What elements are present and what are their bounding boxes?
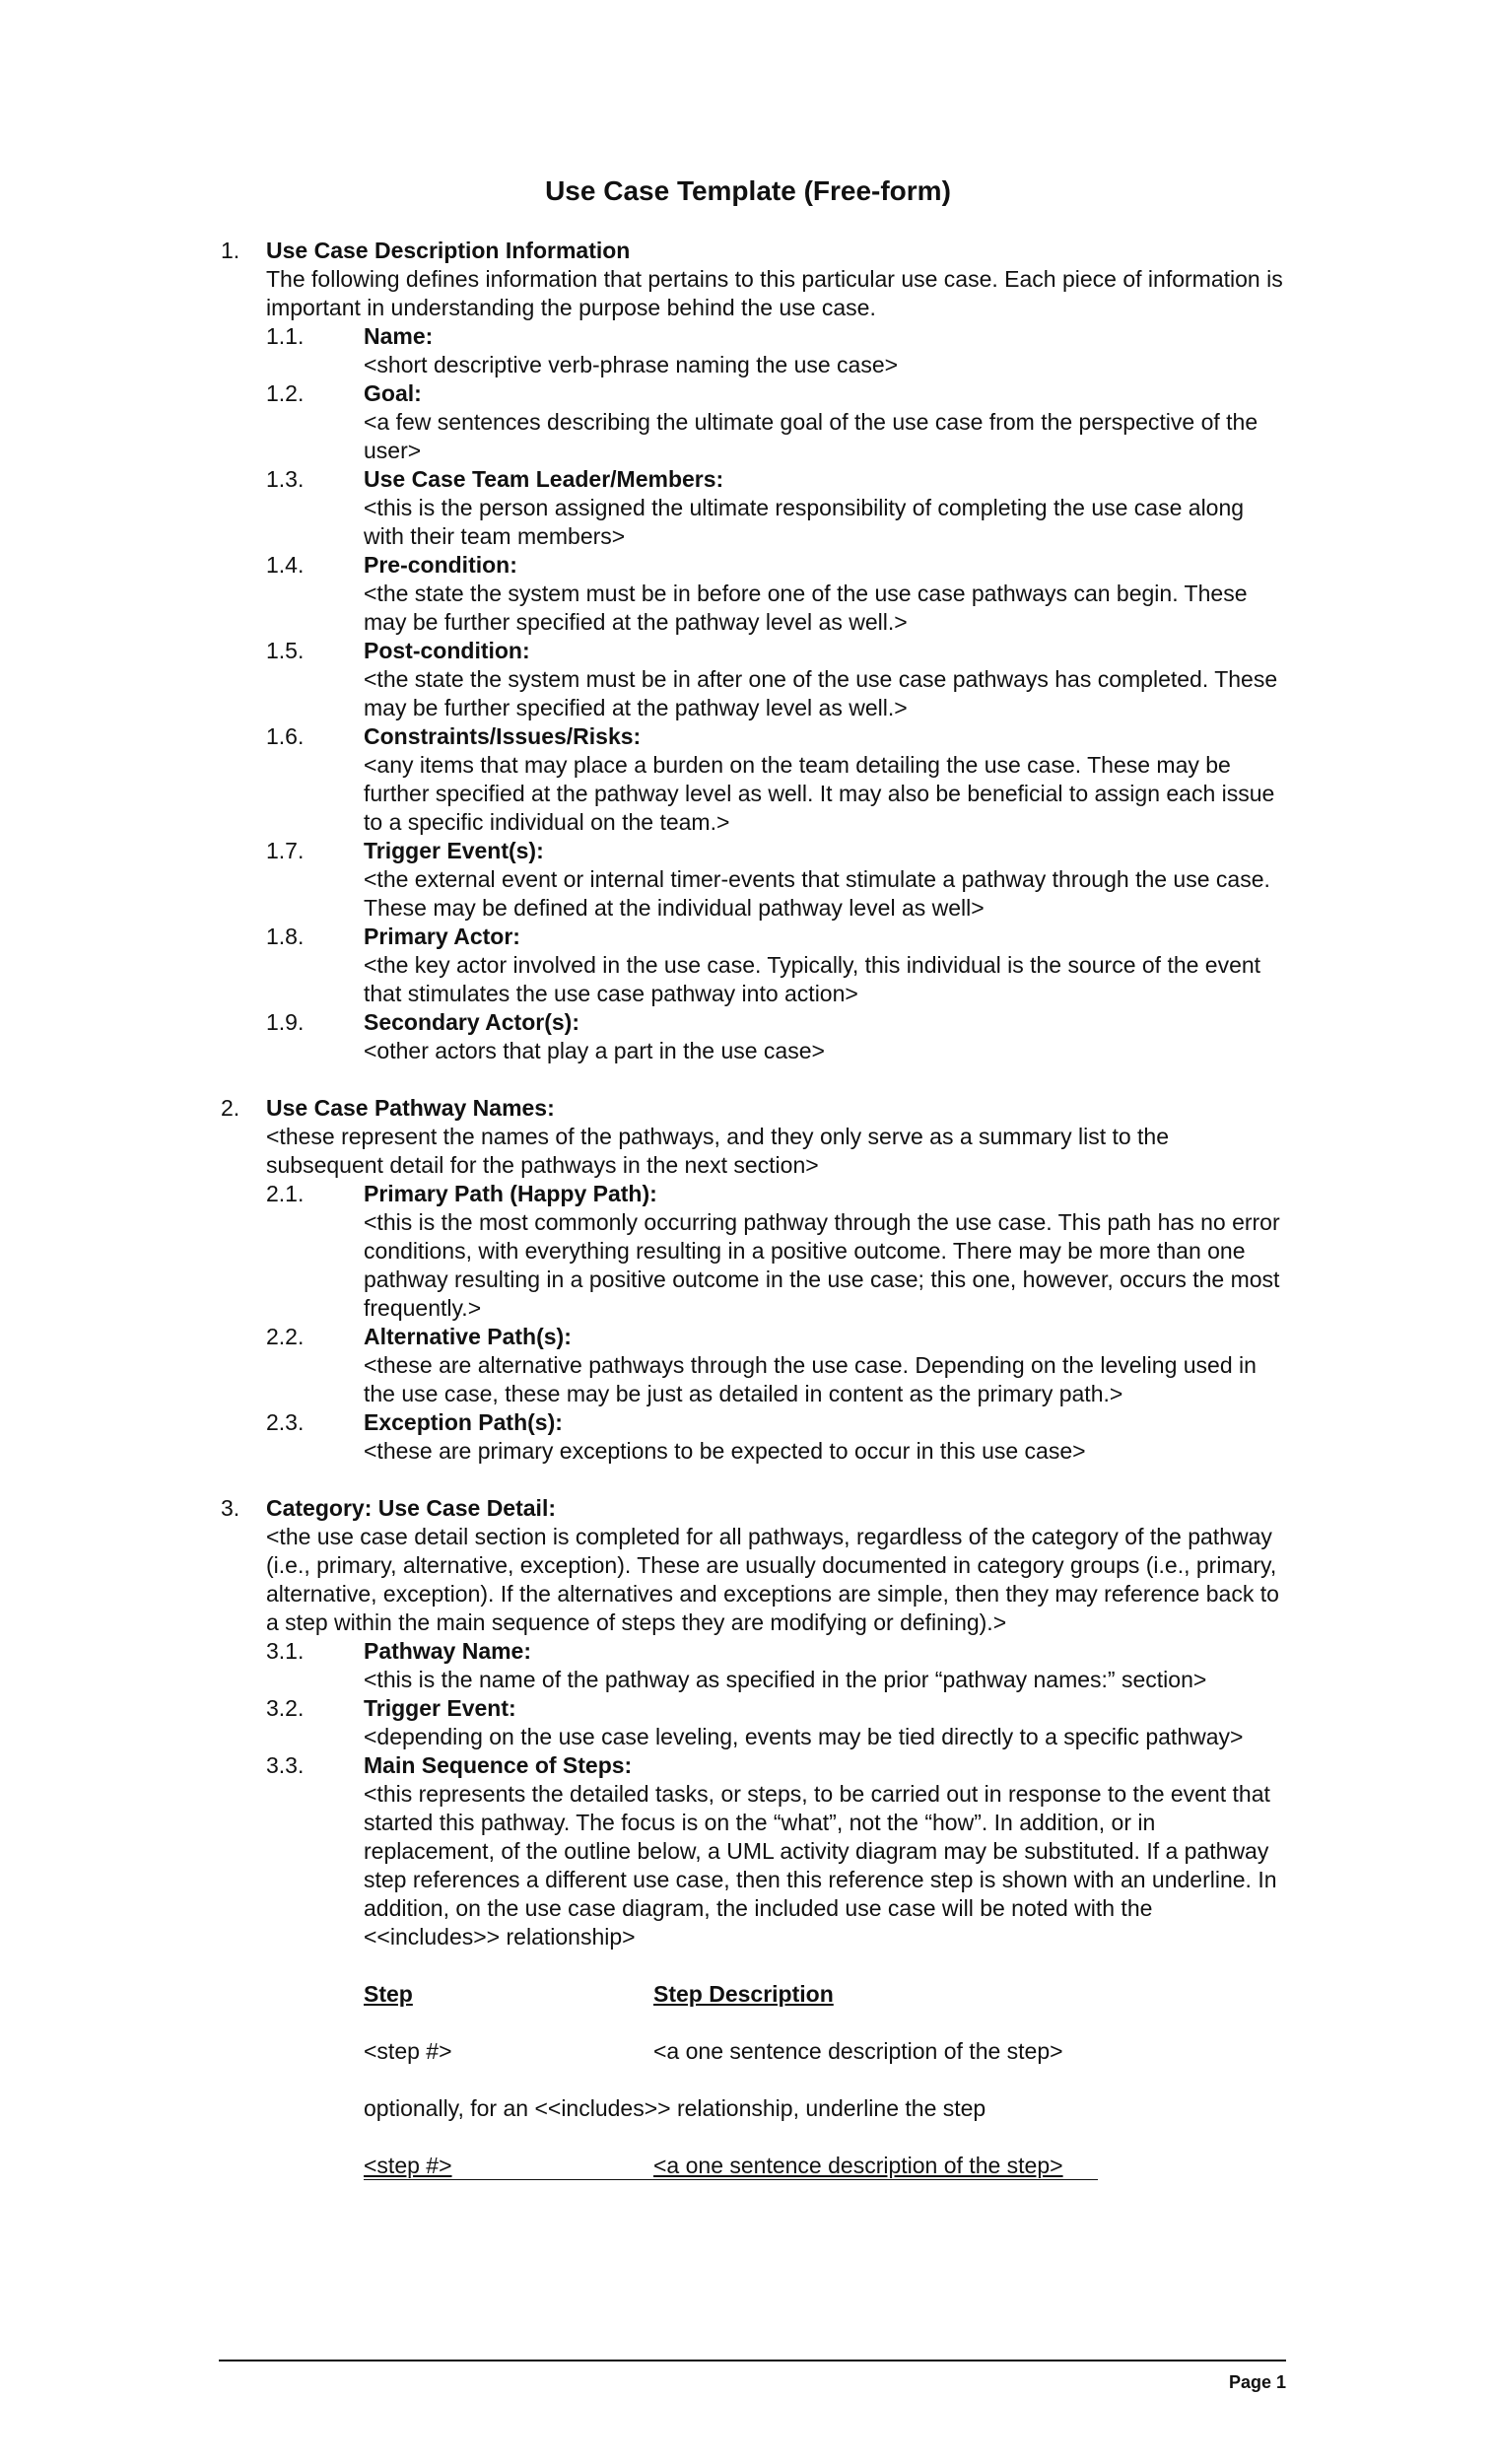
section-number: 2. bbox=[221, 1095, 240, 1121]
subsection-number: 1.2. bbox=[266, 380, 305, 406]
subsection-name bbox=[221, 322, 1285, 379]
section-3 bbox=[221, 1494, 1285, 2180]
step-row-underlined bbox=[364, 2152, 1285, 2180]
step-description: <a one sentence description of the step> bbox=[653, 2038, 1063, 2064]
subsection-number: 1.5. bbox=[266, 638, 305, 663]
subsection-number: 1.1. bbox=[266, 323, 305, 349]
subsection-title: Secondary Actor(s): bbox=[364, 1009, 579, 1035]
subsection-text: <this represents the detailed tasks, or steps, to be carried out in response to the event that started this pathway. The focus is on the “what”, not the “how”. In addition, or in replacement, of the outline below, a UML activity diagram may be substituted. If a pathway step references a different use case, then this reference step is shown with an underline. In addition, on the use case diagram, the included use case will be noted with the <<includes>> relationship> bbox=[364, 1781, 1277, 1950]
subsection-title: Use Case Team Leader/Members: bbox=[364, 466, 724, 492]
subsection-number: 1.4. bbox=[266, 552, 305, 578]
subsection-pathway-name bbox=[221, 1637, 1285, 1694]
subsection-trigger-events bbox=[221, 837, 1285, 923]
section-intro: <the use case detail section is completed for all pathways, regardless of the category of the pathway (i.e., primary, alternative, exception). These are usually documented in category groups (i.e., primary, alternative, exception). If the alternatives and exceptions are simple, then they may reference back to a step within the main sequence of steps they are modifying or defining).> bbox=[266, 1524, 1279, 1635]
subsection-text: <the external event or internal timer-events that stimulate a pathway through the use case. These may be defined at the individual pathway level as well> bbox=[364, 866, 1270, 921]
subsection-number: 2.1. bbox=[266, 1181, 305, 1206]
subsection-title: Primary Path (Happy Path): bbox=[364, 1181, 657, 1206]
subsection-postcondition bbox=[221, 637, 1285, 722]
subsection-title: Post-condition: bbox=[364, 638, 530, 663]
subsection-text: <a few sentences describing the ultimate goal of the use case from the perspective of the user> bbox=[364, 409, 1258, 463]
subsection-number: 1.7. bbox=[266, 838, 305, 863]
step-column-header: Step bbox=[364, 1981, 413, 2007]
subsection-primary-path bbox=[221, 1180, 1285, 1323]
section-title: Use Case Pathway Names: bbox=[266, 1095, 555, 1121]
subsection-number: 1.9. bbox=[266, 1009, 305, 1035]
subsection-text: <other actors that play a part in the use case> bbox=[364, 1038, 825, 1063]
subsection-title: Pre-condition: bbox=[364, 552, 517, 578]
step-number: <step #> bbox=[364, 2038, 452, 2064]
section-number: 3. bbox=[221, 1495, 240, 1521]
subsection-primary-actor bbox=[221, 923, 1285, 1008]
subsection-number: 3.1. bbox=[266, 1638, 305, 1664]
page-number: Page 1 bbox=[1228, 2372, 1286, 2392]
subsection-text: <these are primary exceptions to be expected to occur in this use case> bbox=[364, 1438, 1086, 1464]
subsection-number: 3.3. bbox=[266, 1752, 305, 1778]
subsection-title: Alternative Path(s): bbox=[364, 1324, 572, 1349]
step-underline bbox=[364, 2179, 1098, 2180]
subsection-text: <the key actor involved in the use case. Typically, this individual is the source of the event that stimulates the use case pathway into action> bbox=[364, 952, 1261, 1006]
subsection-alternative-paths bbox=[221, 1323, 1285, 1408]
subsection-text: <this is the most commonly occurring pathway through the use case. This path has no error conditions, with everything resulting in a positive outcome. There may be more than one pathway resulting in a positive outcome in the use case; this one, however, occurs the most frequently.> bbox=[364, 1209, 1280, 1321]
steps-table bbox=[221, 1980, 1285, 2180]
section-1 bbox=[221, 237, 1285, 1065]
subsection-text: <the state the system must be in after one of the use case pathways has completed. These may be further specified at the pathway level as well.> bbox=[364, 666, 1278, 720]
subsection-text: <this is the name of the pathway as specified in the prior “pathway names:” section> bbox=[364, 1667, 1207, 1692]
subsection-text: <depending on the use case leveling, events may be tied directly to a specific pathway> bbox=[364, 1724, 1244, 1749]
subsection-title: Goal: bbox=[364, 380, 422, 406]
subsection-title: Trigger Event: bbox=[364, 1695, 516, 1721]
subsection-secondary-actors bbox=[221, 1008, 1285, 1065]
subsection-exception-paths bbox=[221, 1408, 1285, 1466]
subsection-title: Exception Path(s): bbox=[364, 1409, 563, 1435]
subsection-number: 1.8. bbox=[266, 924, 305, 949]
subsection-trigger-event bbox=[221, 1694, 1285, 1751]
subsection-number: 2.2. bbox=[266, 1324, 305, 1349]
section-title: Use Case Description Information bbox=[266, 238, 631, 263]
step-number: <step #> bbox=[364, 2153, 452, 2178]
subsection-text: <short descriptive verb-phrase naming the use case> bbox=[364, 352, 899, 377]
step-row bbox=[364, 2037, 1285, 2066]
footer-rule bbox=[219, 2360, 1286, 2361]
section-intro: <these represent the names of the pathways, and they only serve as a summary list to the subsequent detail for the pathways in the next section> bbox=[266, 1124, 1170, 1178]
includes-note bbox=[364, 2094, 1285, 2123]
section-number: 1. bbox=[221, 238, 240, 263]
steps-header-row bbox=[364, 1980, 1285, 2009]
subsection-main-sequence bbox=[221, 1751, 1285, 1951]
subsection-number: 2.3. bbox=[266, 1409, 305, 1435]
subsection-precondition bbox=[221, 551, 1285, 637]
subsection-text: <any items that may place a burden on the team detailing the use case. These may be further specified at the pathway level as well. It may also be beneficial to assign each issue to a specific individual on the team.> bbox=[364, 752, 1275, 835]
step-description-column-header: Step Description bbox=[653, 1981, 834, 2007]
subsection-goal bbox=[221, 379, 1285, 465]
subsection-text: <these are alternative pathways through the use case. Depending on the leveling used in the use case, these may be just as detailed in content as the primary path.> bbox=[364, 1352, 1257, 1406]
subsection-number: 1.3. bbox=[266, 466, 305, 492]
subsection-title: Constraints/Issues/Risks: bbox=[364, 723, 642, 749]
subsection-title: Pathway Name: bbox=[364, 1638, 532, 1664]
document-body bbox=[221, 237, 1285, 2209]
step-description: <a one sentence description of the step> bbox=[653, 2153, 1063, 2178]
subsection-number: 1.6. bbox=[266, 723, 305, 749]
section-title: Category: Use Case Detail: bbox=[266, 1495, 556, 1521]
subsection-title: Name: bbox=[364, 323, 434, 349]
subsection-title: Primary Actor: bbox=[364, 924, 520, 949]
section-intro: The following defines information that pertains to this particular use case. Each piece of information is important in understanding the purpose behind the use case. bbox=[266, 266, 1283, 320]
subsection-text: <the state the system must be in before one of the use case pathways can begin. These may be further specified at the pathway level as well.> bbox=[364, 581, 1248, 635]
page-title: Use Case Template (Free-form) bbox=[545, 175, 951, 206]
subsection-number: 3.2. bbox=[266, 1695, 305, 1721]
subsection-team bbox=[221, 465, 1285, 551]
subsection-text: <this is the person assigned the ultimate responsibility of completing the use case along with their team members> bbox=[364, 495, 1245, 549]
subsection-title: Trigger Event(s): bbox=[364, 838, 544, 863]
includes-note-text: optionally, for an <<includes>> relationship, underline the step bbox=[364, 2095, 986, 2121]
subsection-constraints bbox=[221, 722, 1285, 837]
subsection-title: Main Sequence of Steps: bbox=[364, 1752, 633, 1778]
section-2 bbox=[221, 1094, 1285, 1466]
